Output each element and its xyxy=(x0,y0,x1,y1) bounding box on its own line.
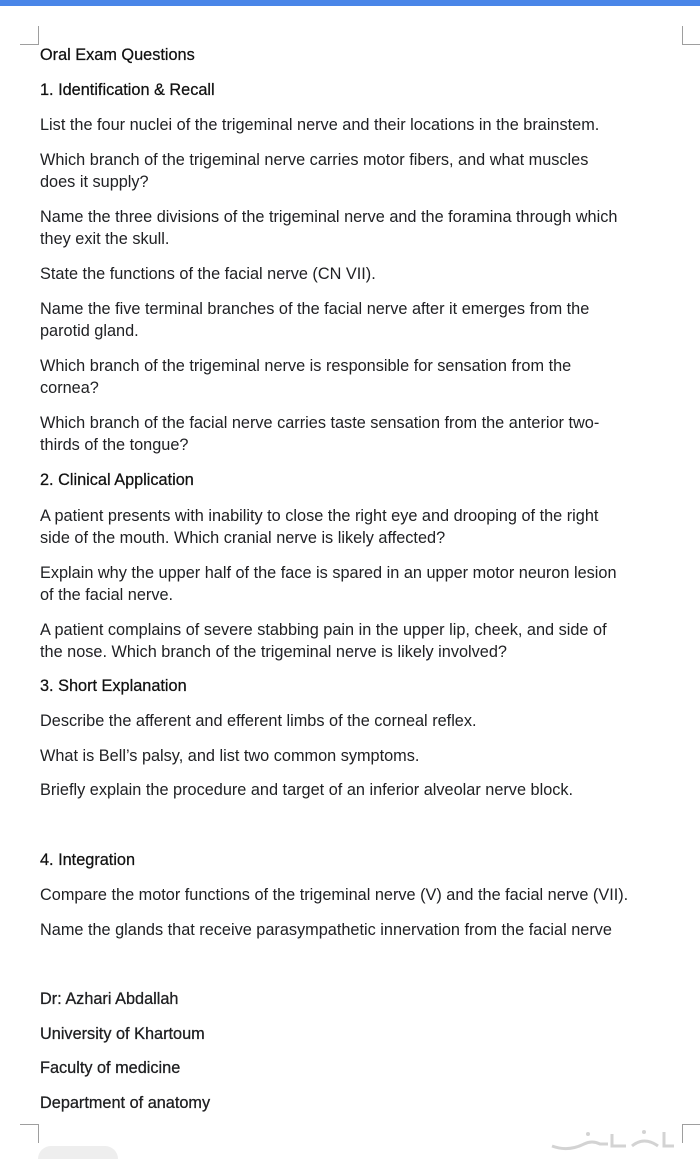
question-line: thirds of the tongue? xyxy=(40,436,189,454)
section-heading: 3. Short Explanation xyxy=(40,677,187,695)
signature-department: Department of anatomy xyxy=(40,1094,211,1112)
page-corner-mark-bottom-left xyxy=(20,1124,39,1143)
question xyxy=(40,779,573,801)
question xyxy=(40,412,599,456)
question-line: parotid gland. xyxy=(40,322,139,340)
question-line: State the functions of the facial nerve (CN VII). xyxy=(40,265,376,283)
question xyxy=(40,355,571,399)
question xyxy=(40,149,588,193)
question-line: cornea? xyxy=(40,379,99,397)
question xyxy=(40,919,612,941)
question-line: List the four nuclei of the trigeminal nerve and their locations in the brainstem. xyxy=(40,116,600,134)
question-line: Which branch of the trigeminal nerve is responsible for sensation from the xyxy=(40,357,572,375)
question-line: What is Bell’s palsy, and list two common symptoms. xyxy=(40,747,420,765)
question xyxy=(40,710,477,732)
question-line: does it supply? xyxy=(40,173,149,191)
question xyxy=(40,884,628,906)
document-title: Oral Exam Questions xyxy=(40,46,195,64)
question-line: Name the three divisions of the trigeminal nerve and the foramina through which xyxy=(40,208,618,226)
question-line: A patient complains of severe stabbing pain in the upper lip, cheek, and side of xyxy=(40,621,607,639)
section-heading: 2. Clinical Application xyxy=(40,471,194,489)
question-line: side of the mouth. Which cranial nerve is likely affected? xyxy=(40,529,446,547)
question xyxy=(40,114,599,136)
question-line: Which branch of the trigeminal nerve carries motor fibers, and what muscles xyxy=(40,151,589,169)
section-heading: 1. Identification & Recall xyxy=(40,81,215,99)
question xyxy=(40,562,617,606)
question-line: Compare the motor functions of the trigeminal nerve (V) and the facial nerve (VII). xyxy=(40,886,629,904)
question-line: of the facial nerve. xyxy=(40,586,174,604)
question xyxy=(40,619,607,663)
question-line: A patient presents with inability to close the right eye and drooping of the right xyxy=(40,507,599,525)
page-corner-mark-top-right xyxy=(682,26,700,45)
section-heading: 4. Integration xyxy=(40,851,136,869)
question xyxy=(40,298,589,342)
question-line: Describe the afferent and efferent limbs of the corneal reflex. xyxy=(40,712,477,730)
question-line: they exit the skull. xyxy=(40,230,170,248)
question xyxy=(40,505,598,549)
app-top-bar xyxy=(0,0,700,6)
signature-university: University of Khartoum xyxy=(40,1025,205,1043)
question-line: Explain why the upper half of the face is spared in an upper motor neuron lesion xyxy=(40,564,617,582)
question-line: Briefly explain the procedure and target of an inferior alveolar nerve block. xyxy=(40,781,574,799)
question xyxy=(40,206,617,250)
question xyxy=(40,745,419,767)
watermark-logo-icon xyxy=(548,1126,678,1152)
signature-author: Dr: Azhari Abdallah xyxy=(40,990,179,1008)
question-line: Which branch of the facial nerve carries taste sensation from the anterior two- xyxy=(40,414,600,432)
question xyxy=(40,263,376,285)
question-line: Name the glands that receive parasympathetic innervation from the facial nerve xyxy=(40,921,612,939)
signature-faculty: Faculty of medicine xyxy=(40,1059,181,1077)
page-corner-mark-bottom-right xyxy=(682,1124,700,1143)
bottom-left-overlay xyxy=(38,1146,118,1159)
page-corner-mark-top-left xyxy=(20,26,39,45)
question-line: the nose. Which branch of the trigeminal nerve is likely involved? xyxy=(40,643,507,661)
question-line: Name the five terminal branches of the facial nerve after it emerges from the xyxy=(40,300,590,318)
